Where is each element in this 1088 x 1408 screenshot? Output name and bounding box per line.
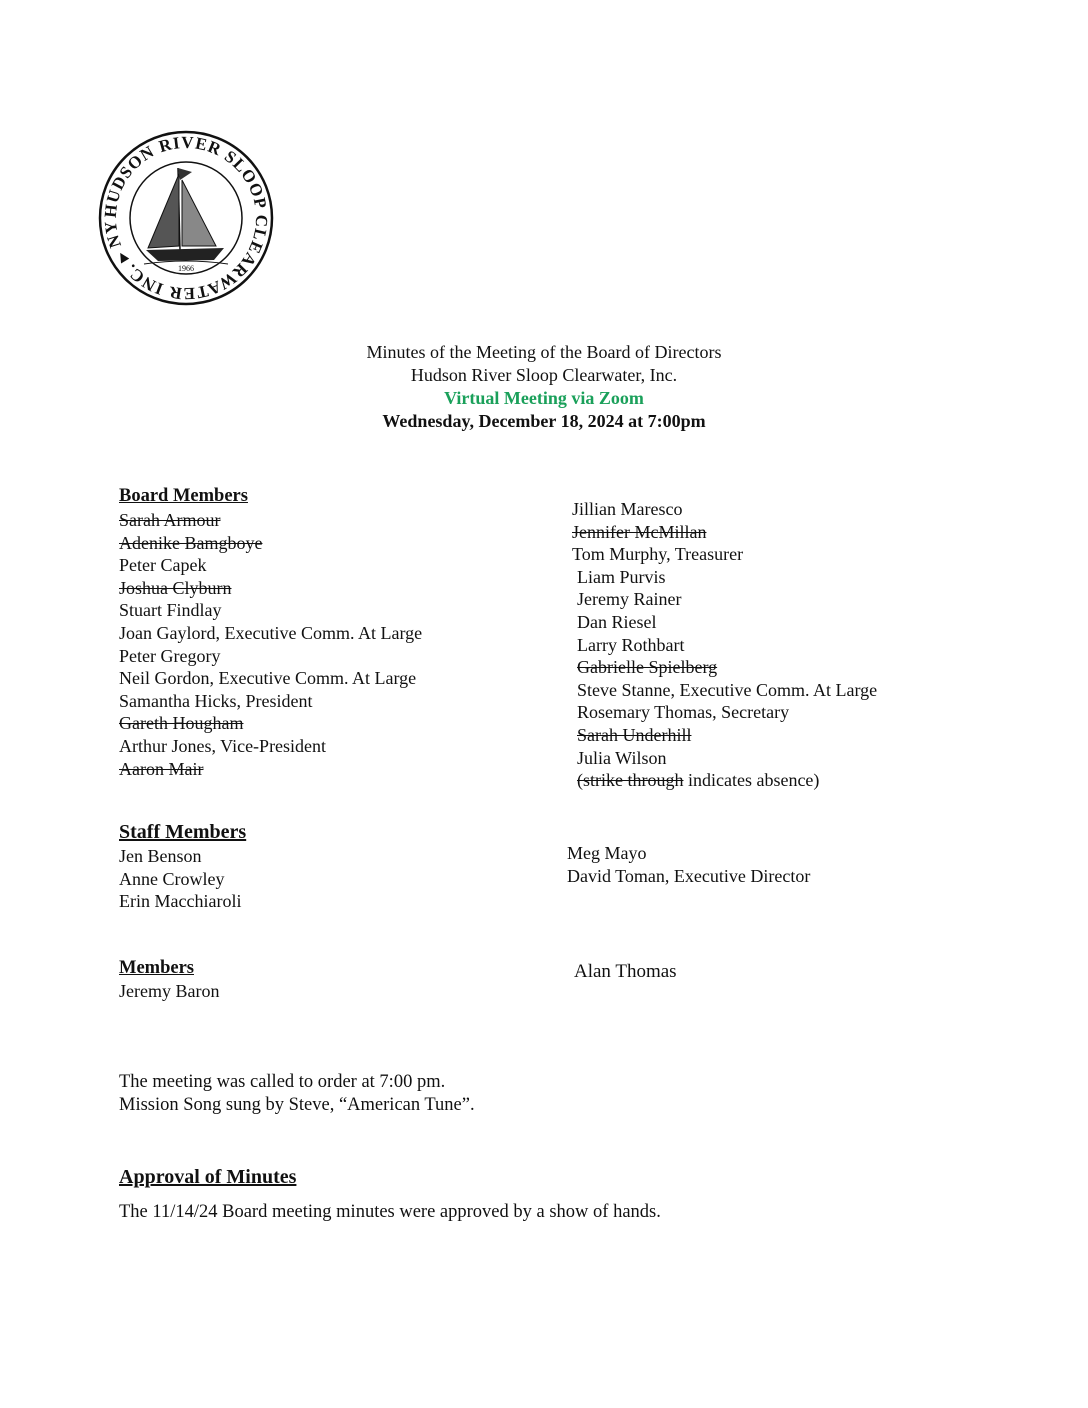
board-member: Jillian Maresco xyxy=(572,499,683,519)
staff-members-right-list xyxy=(567,842,810,887)
staff-member: Erin Macchiaroli xyxy=(119,891,242,912)
approval-text: The 11/14/24 Board meeting minutes were approved by a show of hands. xyxy=(119,1202,661,1222)
mission-song-text: Mission Song sung by Steve, “American Tune”. xyxy=(119,1095,475,1115)
staff-members-heading: Staff Members xyxy=(119,821,247,843)
board-member: Neil Gordon, Executive Comm. At Large xyxy=(119,668,417,689)
board-members-left-list xyxy=(119,509,422,780)
board-member: Adenike Bamgboye xyxy=(119,532,263,553)
board-member: Joan Gaylord, Executive Comm. At Large xyxy=(119,622,423,643)
absence-note-struck: (strike through xyxy=(577,770,684,790)
board-member: Gabrielle Spielberg xyxy=(577,657,718,678)
member: Alan Thomas xyxy=(574,961,677,982)
members-heading: Members xyxy=(119,958,194,978)
members-left-list xyxy=(119,980,219,1003)
board-member: Peter Capek xyxy=(119,555,207,576)
header-title: Minutes of the Meeting of the Board of Directors xyxy=(366,342,722,362)
staff-member: Meg Mayo xyxy=(567,843,647,863)
board-member: Peter Gregory xyxy=(119,645,221,666)
clearwater-logo xyxy=(96,128,276,308)
board-member: Stuart Findlay xyxy=(119,600,222,621)
board-member: Arthur Jones, Vice-President xyxy=(119,735,327,756)
board-member: Tom Murphy, Treasurer xyxy=(572,544,744,565)
sloop-ship-icon xyxy=(144,168,228,264)
board-member: Aaron Mair xyxy=(119,758,204,779)
member: Jeremy Baron xyxy=(119,981,220,1001)
board-members-heading: Board Members xyxy=(119,486,248,506)
header-date: Wednesday, December 18, 2024 at 7:00pm xyxy=(382,411,706,431)
board-member: Sarah Underhill xyxy=(577,724,692,745)
board-member: Sarah Armour xyxy=(119,510,221,530)
board-members-right-list xyxy=(572,498,877,769)
board-member: Steve Stanne, Executive Comm. At Large xyxy=(577,679,878,700)
opening-section xyxy=(119,1071,475,1117)
staff-member: Anne Crowley xyxy=(119,868,225,889)
absence-note xyxy=(577,769,819,792)
members-right-list xyxy=(574,961,677,984)
document-header xyxy=(0,341,1088,433)
board-member: Jeremy Rainer xyxy=(577,589,682,610)
logo-seal xyxy=(96,128,276,308)
board-member: Liam Purvis xyxy=(577,566,666,587)
board-member: Samantha Hicks, President xyxy=(119,690,313,711)
call-to-order-text: The meeting was called to order at 7:00 pm. xyxy=(119,1072,446,1092)
board-member: Gareth Hougham xyxy=(119,713,244,734)
board-member: Jennifer McMillan xyxy=(572,521,707,542)
staff-members-left-list xyxy=(119,845,241,913)
board-member: Joshua Clyburn xyxy=(119,577,232,598)
header-organization: Hudson River Sloop Clearwater, Inc. xyxy=(410,365,678,385)
board-member: Rosemary Thomas, Secretary xyxy=(577,702,790,723)
staff-member: Jen Benson xyxy=(119,846,202,866)
logo-year: 1966 xyxy=(178,264,194,273)
board-member: Julia Wilson xyxy=(577,747,667,768)
logo-ring-text: HUDSON RIVER SLOOP CLEARWATER INC. ▸ NY xyxy=(100,132,272,304)
approval-heading: Approval of Minutes xyxy=(119,1166,297,1188)
absence-note-text: indicates absence) xyxy=(683,770,820,790)
header-meeting-format: Virtual Meeting via Zoom xyxy=(444,388,644,408)
board-member: Dan Riesel xyxy=(577,611,657,632)
board-member: Larry Rothbart xyxy=(577,634,685,655)
staff-member: David Toman, Executive Director xyxy=(567,865,811,886)
